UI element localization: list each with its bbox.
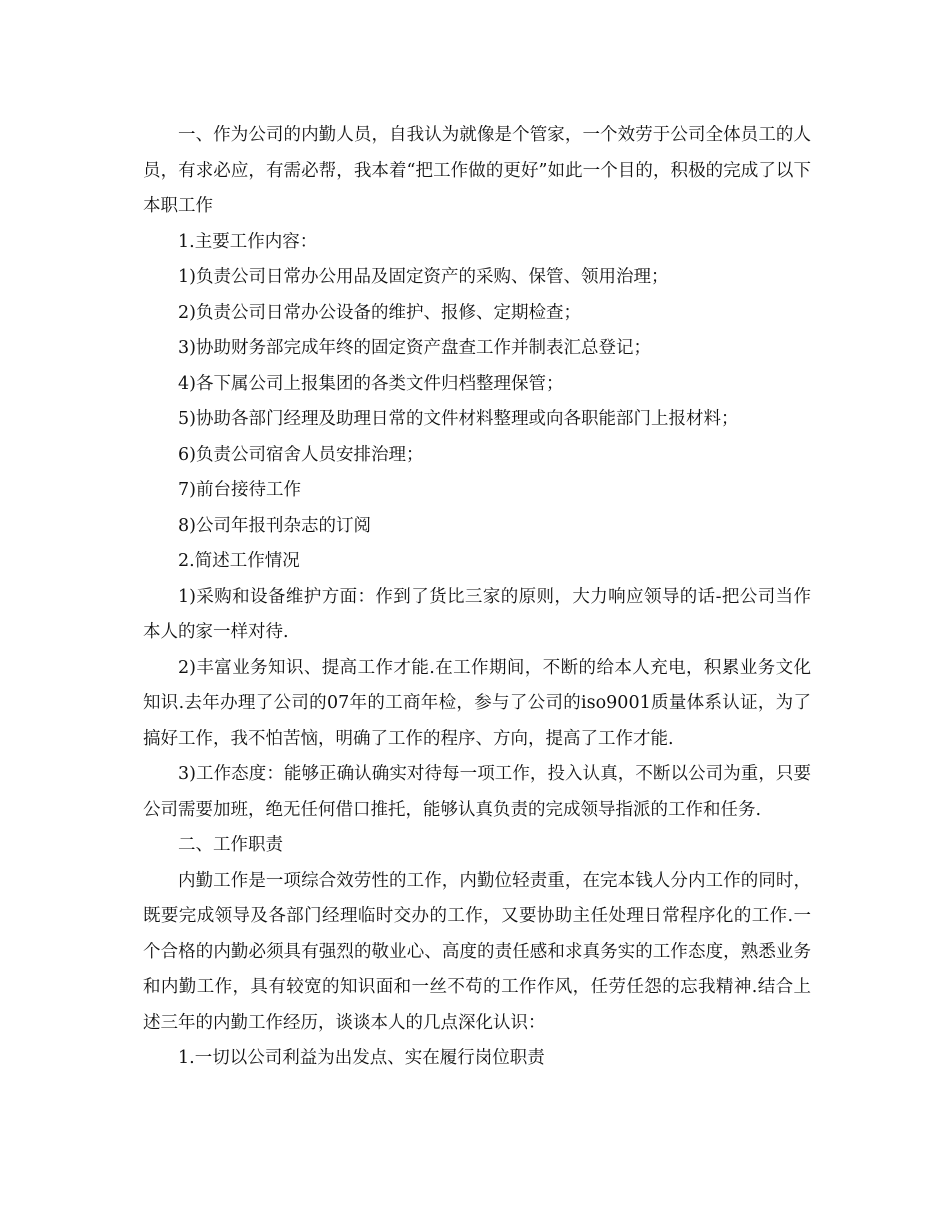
paragraph-summary-1: 1)采购和设备维护方面：作到了货比三家的原则，大力响应领导的话-把公司当作本人的家一样对待. — [143, 586, 811, 642]
paragraph-duties-point-1: 1.一切以公司利益为出发点、实在履行岗位职责 — [178, 1048, 545, 1068]
paragraph-summary-2: 2)丰富业务知识、提高工作才能.在工作期间，不断的给本人充电，积累业务文化知识.去年办理了公司的07年的工商年检，参与了公司的iso9001质量体系认证，为了搞好工作，我不怕苦恼，明确了工作的程序、方向，提高了工作才能. — [143, 657, 811, 749]
paragraph-item-5: 5)协助各部门经理及助理日常的文件材料整理或向各职能部门上报材料； — [178, 409, 739, 429]
paragraph-item-3: 3)协助财务部完成年终的固定资产盘查工作并制表汇总登记； — [178, 338, 651, 358]
paragraph-summary-3: 3)工作态度：能够正确认确实对待每一项工作，投入认真，不断以公司为重，只要公司需要加班，绝无任何借口推托，能够认真负责的完成领导指派的工作和任务. — [143, 764, 811, 820]
paragraph-section-one-intro: 一、作为公司的内勤人员，自我认为就像是个管家，一个效劳于公司全体员工的人员，有求必应，有需必帮，我本着“把工作做的更好”如此一个目的，积极的完成了以下本职工作 — [143, 125, 811, 216]
paragraph-work-summary-heading: 2.简述工作情况 — [178, 551, 300, 571]
document-body — [143, 118, 811, 1077]
paragraph-duties-body: 内勤工作是一项综合效劳性的工作，内勤位轻责重，在完本钱人分内工作的同时，既要完成领导及各部门经理临时交办的工作，又要协助主任处理日常程序化的工作.一个合格的内勤必须具有强烈的敬业心、高度的责任感和求真务实的工作态度，熟悉业务和内勤工作，具有较宽的知识面和一丝不苟的工作作风，任劳任怨的忘我精神.结合上述三年的内勤工作经历，谈谈本人的几点深化认识： — [143, 870, 811, 1033]
paragraph-main-work-heading: 1.主要工作内容： — [178, 231, 318, 252]
paragraph-item-7: 7)前台接待工作 — [178, 480, 301, 500]
paragraph-item-1: 1)负责公司日常办公用品及固定资产的采购、保管、领用治理； — [178, 267, 669, 287]
paragraph-item-4: 4)各下属公司上报集团的各类文件归档整理保管； — [178, 373, 564, 394]
paragraph-item-8: 8)公司年报刊杂志的订阅 — [178, 515, 371, 536]
paragraph-item-2: 2)负责公司日常办公设备的维护、报修、定期检查； — [178, 302, 581, 323]
paragraph-item-6: 6)负责公司宿舍人员安排治理； — [178, 444, 424, 465]
paragraph-section-two-heading: 二、工作职责 — [178, 835, 283, 855]
